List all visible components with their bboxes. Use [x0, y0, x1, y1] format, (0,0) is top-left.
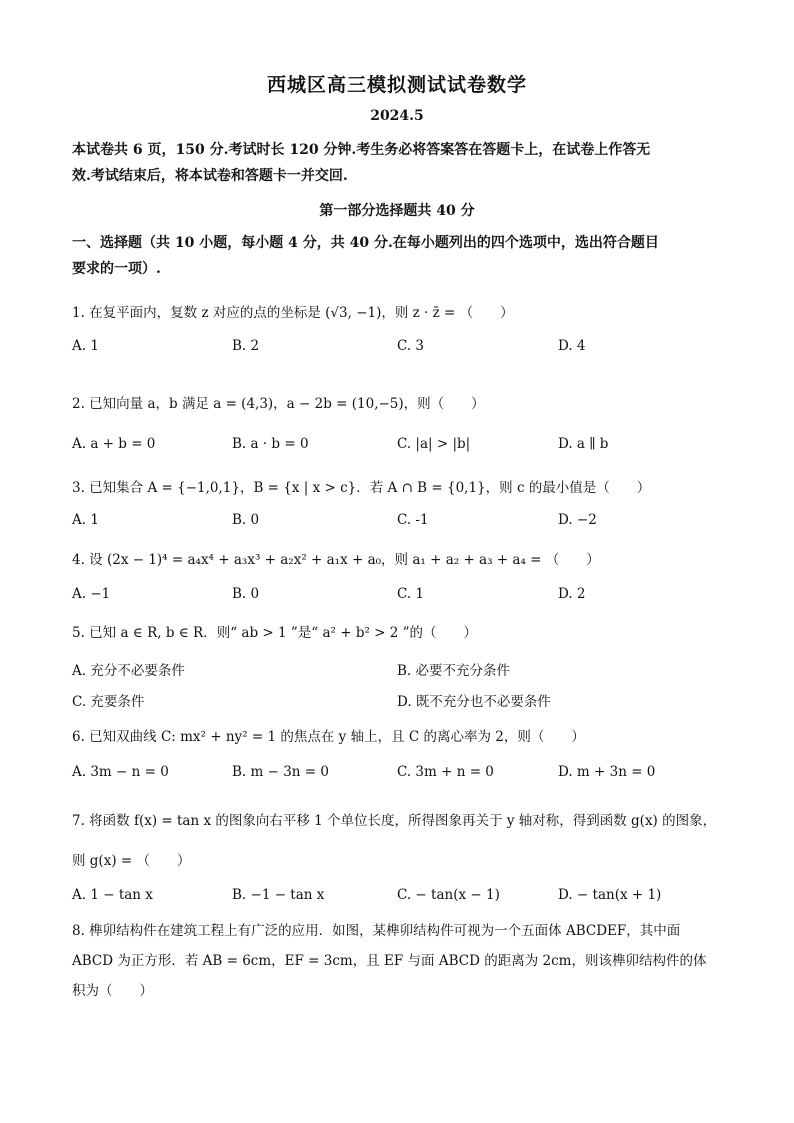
option-c: C. 3: [397, 338, 425, 354]
option-d: D. − tan(x + 1): [558, 887, 662, 903]
question-1-options: [72, 338, 722, 360]
question-2-options: [72, 436, 722, 458]
exam-date: 2024.5: [370, 108, 424, 124]
question-7-stem-line-2: 则 g(x) = （ ）: [72, 853, 191, 869]
option-c: C. -1: [397, 512, 429, 528]
question-5-stem: 5. 已知 a ∈ R, b ∈ R．则“ ab > 1 ”是“ a² + b² > 2 ”的（ ）: [72, 625, 478, 641]
option-b: B. 2: [232, 338, 260, 354]
question-8-stem-line-1: 8. 榫卯结构件在建筑工程上有广泛的应用．如图，某榫卯结构件可视为一个五面体 ABCDEF，其中面: [72, 923, 681, 939]
option-a: A. 3m − n = 0: [72, 764, 169, 780]
option-a: A. 1: [72, 512, 99, 528]
instructions-line-1: 一、选择题（共 10 小题，每小题 4 分，共 40 分.在每小题列出的四个选项中，选出符合题目: [72, 235, 659, 251]
option-c: C. |a| > |b|: [397, 436, 471, 452]
notice-line-1: 本试卷共 6 页，150 分.考试时长 120 分钟.考生务必将答案答在答题卡上，在试卷上作答无: [72, 142, 651, 158]
option-c: C. 1: [397, 586, 425, 602]
option-b: B. a · b = 0: [232, 436, 309, 452]
option-b: B. m − 3n = 0: [232, 764, 329, 780]
notice-line-2: 效.考试结束后，将本试卷和答题卡一并交回.: [72, 168, 348, 184]
exam-title: 西城区高三模拟测试试卷数学: [266, 74, 527, 96]
option-b: B. 0: [232, 512, 260, 528]
option-a: A. 1: [72, 338, 99, 354]
option-a: A. a + b = 0: [72, 436, 156, 452]
option-d: D. 4: [558, 338, 586, 354]
option-a: A. 1 − tan x: [72, 887, 153, 903]
question-3-options: [72, 512, 722, 534]
question-6-options: [72, 764, 722, 786]
question-7-stem-line-1: 7. 将函数 f(x) = tan x 的图象向右平移 1 个单位长度，所得图象再关于 y 轴对称，得到函数 g(x) 的图象，: [72, 813, 717, 829]
section-title: 第一部分选择题共 40 分: [319, 203, 475, 219]
question-4-stem: 4. 设 (2x − 1)⁴ = a₄x⁴ + a₃x³ + a₂x² + a₁x + a₀，则 a₁ + a₂ + a₃ + a₄ = （ ）: [72, 552, 600, 568]
option-d: D. −2: [558, 512, 597, 528]
option-b: B. −1 − tan x: [232, 887, 325, 903]
option-a: A. −1: [72, 586, 111, 602]
option-d: D. 既不充分也不必要条件: [397, 694, 551, 710]
option-b: B. 0: [232, 586, 260, 602]
question-2-stem: 2. 已知向量 a，b 满足 a = (4,3)，a − 2b = (10,−5)，则（ ）: [72, 396, 485, 412]
exam-notice: [72, 137, 722, 189]
option-d: D. a ∥ b: [558, 436, 609, 452]
question-8-stem-line-2: ABCD 为正方形．若 AB = 6cm，EF = 3cm，且 EF 与面 ABCD 的距离为 2cm，则该榫卯结构件的体: [72, 953, 707, 969]
option-c: C. 3m + n = 0: [397, 764, 494, 780]
question-1-stem: 1. 在复平面内，复数 z 对应的点的坐标是 (√3, −1)，则 z · z̄ = （ ）: [72, 305, 514, 321]
option-b: B. 必要不充分条件: [397, 663, 511, 679]
section-instructions: [72, 230, 722, 282]
option-d: D. m + 3n = 0: [558, 764, 656, 780]
option-a: A. 充分不必要条件: [72, 663, 185, 679]
question-7-options: [72, 887, 722, 909]
question-4-options: [72, 586, 722, 608]
option-d: D. 2: [558, 586, 586, 602]
question-5-options-row1: [72, 659, 722, 681]
option-c: C. − tan(x − 1): [397, 887, 500, 903]
option-c: C. 充要条件: [72, 694, 145, 710]
question-3-stem: 3. 已知集合 A = {−1,0,1}，B = {x | x > c}．若 A ∩ B = {0,1}，则 c 的最小值是（ ）: [72, 480, 651, 496]
question-6-stem: 6. 已知双曲线 C: mx² + ny² = 1 的焦点在 y 轴上，且 C 的离心率为 2，则（ ）: [72, 729, 585, 745]
instructions-line-2: 要求的一项）.: [72, 261, 161, 277]
question-5-options-row2: [72, 690, 722, 712]
question-8-stem-line-3: 积为（ ）: [72, 983, 153, 999]
